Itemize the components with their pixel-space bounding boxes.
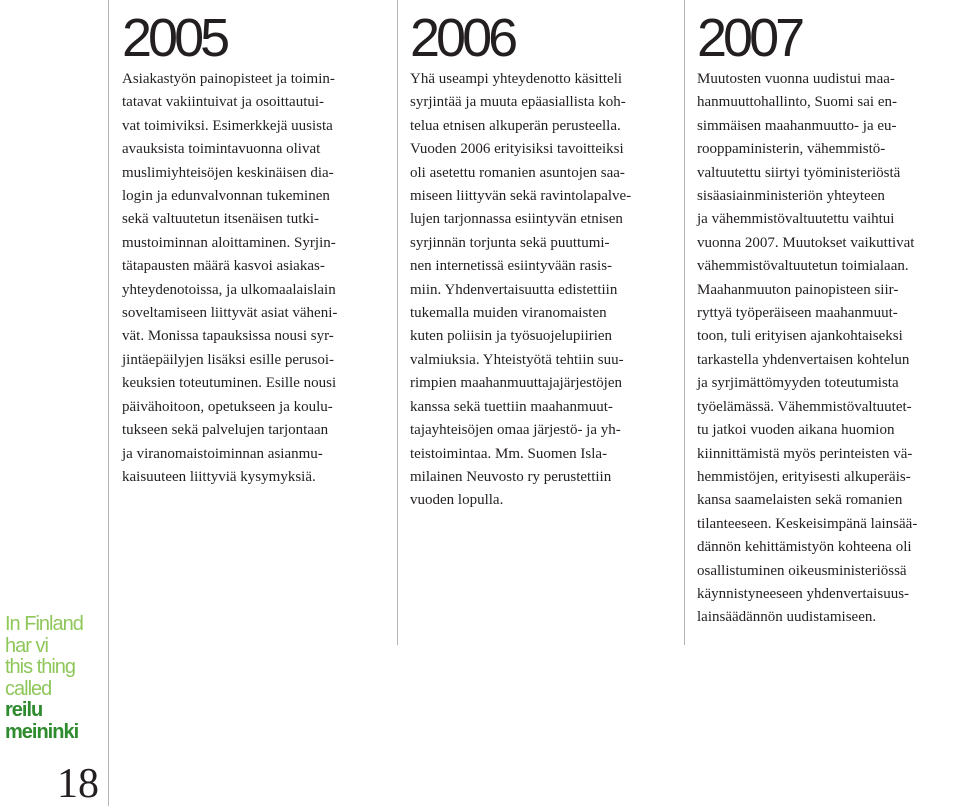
tagline-line: called	[5, 677, 52, 700]
column-text: Asiakastyön painopisteet ja toimin- tatavat vakiintuivat ja osoittautui- vat toimiviksi. Esimerkkejä uusista avauksista toimintavuonna olivat muslimiyhteisöjen keskinäisen dia- login ja edunvalvonnan tukeminen sekä valtuutetun itsenäisen tutki- mustoiminnan aloittaminen. Syrjin- tätapausten määrä kasvoi asiakas- yhteydenotoissa, ja ulkomaalaislain soveltamiseen liittyvät asiat väheni- vät. Monissa tapauksissa nousi syr- jintäepäilyjen lisäksi esille perusoi- keuksien toteutuminen. Esille nousi päivähoitoon, opetukseen ja koulu- tukseen sekä palvelujen tarjontaan ja viranomaistoiminnan asianmu- kaisuuteen liittyviä kysymyksiä.	[122, 71, 338, 485]
column-2005	[122, 8, 337, 489]
year-heading: 2006	[410, 8, 515, 68]
page-number: 18	[57, 761, 99, 807]
column-text: Yhä useampi yhteydenotto käsitteli syrjintää ja muuta epäasiallista koh- telua etnisen alkuperän perusteella. Vuoden 2006 erityisiksi tavoitteiksi oli asetettu romanien asuntojen saa- miseen liittyvän sekä ravintolapalve- lujen tarjonnassa esiintyvän etnisen syrjinnän torjunta sekä puuttumi- nen internetissä esiintyvään rasis- miin. Yhdenvertaisuutta edistettiin tukemalla muiden viranomaisten kuten poliisin ja työsuojelupiirien valmiuksia. Yhteistyötä tehtiin suu- rimpien maahanmuuttajajärjestöjen kanssa sekä tuettiin maahanmuut- tajayhteisöjen omaa järjestö- ja yh- teistoimintaa. Mm. Suomen Isla- milainen Neuvosto ry perustettiin vuoden lopulla.	[410, 71, 632, 509]
tagline-line: this thing	[5, 656, 76, 678]
tagline-line: har vi	[5, 634, 48, 657]
tagline-bold-line: reilu	[5, 699, 43, 721]
column-divider	[397, 0, 398, 645]
tagline	[5, 614, 83, 743]
year-heading: 2007	[697, 8, 802, 68]
column-2006	[410, 8, 631, 513]
column-2007	[697, 8, 917, 630]
column-divider	[108, 0, 109, 806]
column-divider	[684, 0, 685, 645]
tagline-bold-line: meininki	[5, 720, 79, 743]
sidebar	[0, 0, 108, 806]
year-heading: 2005	[122, 8, 227, 68]
column-text: Muutosten vuonna uudistui maa- hanmuuttohallinto, Suomi sai en- simmäisen maahanmuutto- ja eu- rooppaministerin, vähemmistö- valtuutettu siirtyi työministeriöstä sisäasiainministeriön yhteyteen ja vähemmistövaltuutettu vaihtui vuonna 2007. Muutokset vaikuttivat vähemmistövaltuutetun toimialaan. Maahanmuuton painopisteen siir- ryttyä työperäiseen maahanmuut- toon, tuli erityisen ajankohtaiseksi tarkastella yhdenvertaisen kohtelun ja syrjimättömyyden toteutumista työelämässä. Vähemmistövaltuutet- tu jatkoi vuoden aikana huomion kiinnittämistä myös perinteisten vä- hemmistöjen, erityisesti alkuperäis- kansa saamelaisten sekä romanien tilanteeseen. Keskeisimpänä lainsää- dännön kehittämistyön kohteena oli osallistuminen oikeusministeriössä käynnistyneeseen yhdenvertaisuus- lainsäädännön uudistamiseen.	[697, 71, 918, 626]
tagline-line: In Finland	[5, 613, 83, 635]
